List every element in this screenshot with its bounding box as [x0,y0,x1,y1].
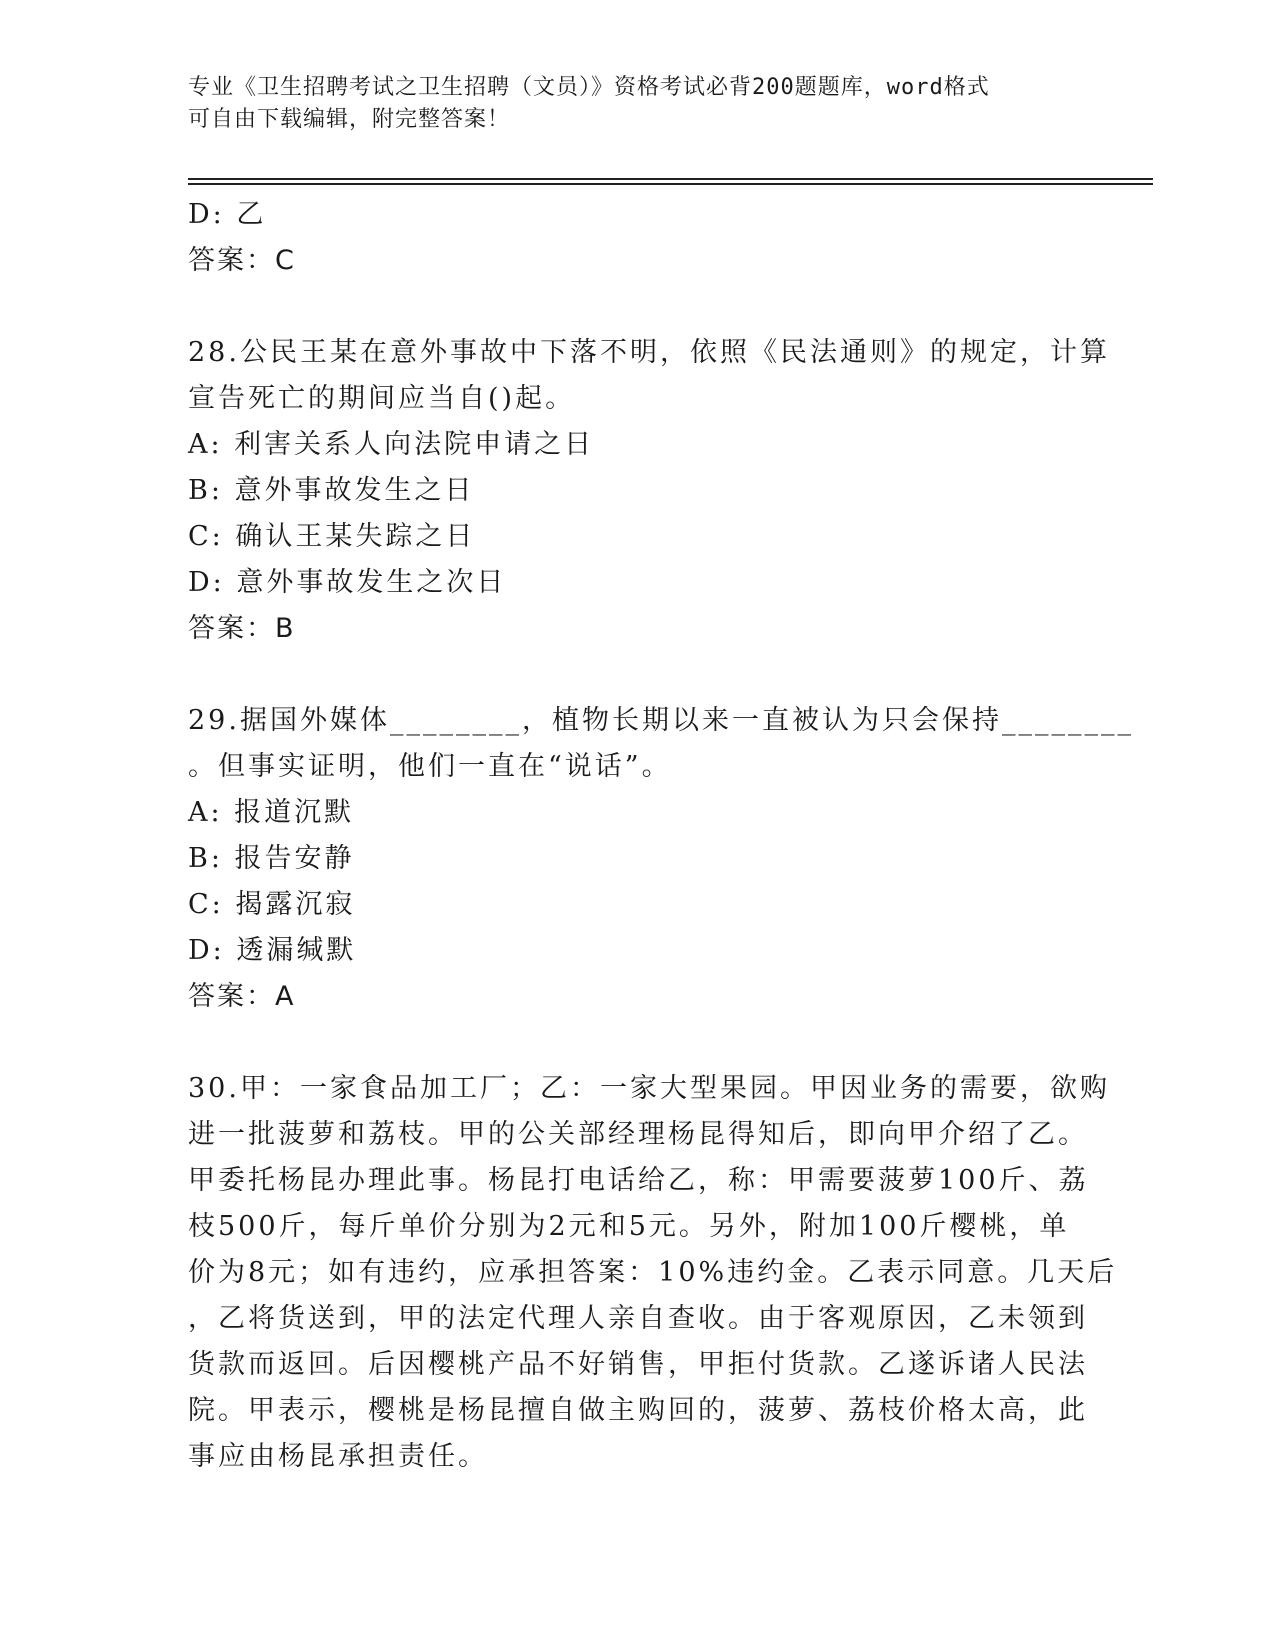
question-30 [188,1066,1118,1480]
option-b: B: 意外事故发生之日 [188,475,475,506]
question-29 [188,698,1134,1020]
option-a: A: 利害关系人向法院申请之日 [188,429,595,460]
stem-line: 30.甲：一家食品加工厂；乙：一家大型果园。甲因业务的需要，欲购 [188,1073,1110,1104]
header-line-2: 可自由下载编辑，附完整答案！ [188,107,511,132]
question-stem [188,1066,1118,1480]
stem-line: 。但事实证明，他们一直在“说话”。 [188,751,672,782]
question-stem [188,698,1134,790]
option-d: D: 透漏缄默 [188,935,357,966]
stem-line: 宣告死亡的期间应当自()起。 [188,383,576,414]
option-d: D: 意外事故发生之次日 [188,567,507,598]
option-c: C: 确认王某失踪之日 [188,521,476,552]
header-line-1: 专业《卫生招聘考试之卫生招聘（文员）》资格考试必背200题题库，word格式 [188,75,990,100]
answer: 答案：B [188,613,296,644]
header-divider-top [188,178,1153,180]
prev-option-d: D: 乙 [188,199,267,230]
stem-line: 28.公民王某在意外事故中下落不明，依照《民法通则》的规定，计算 [188,337,1110,368]
answer: 答案：A [188,981,296,1012]
option-b: B: 报告安静 [188,843,355,874]
prev-answer: 答案：C [188,245,296,276]
question-28 [188,330,1110,652]
stem-line: 事应由杨昆承担责任。 [188,1441,488,1472]
stem-line: 29.据国外媒体________，植物长期以来一直被认为只会保持________ [188,705,1134,736]
document-body [188,192,1134,1480]
stem-line: 甲委托杨昆办理此事。杨昆打电话给乙，称：甲需要菠萝100斤、荔 [188,1165,1089,1196]
stem-line: ，乙将货送到，甲的法定代理人亲自查收。由于客观原因，乙未领到 [188,1303,1088,1334]
stem-line: 枝500斤，每斤单价分别为2元和5元。另外，附加100斤樱桃，单 [188,1211,1070,1242]
document-header [188,72,1068,136]
question-stem [188,330,1110,422]
stem-line: 进一批菠萝和荔枝。甲的公关部经理杨昆得知后，即向甲介绍了乙。 [188,1119,1088,1150]
header-divider-bottom [188,183,1153,185]
option-a: A: 报道沉默 [188,797,355,828]
stem-line: 价为8元；如有违约，应承担答案：10%违约金。乙表示同意。几天后 [188,1257,1118,1288]
stem-line: 货款而返回。后因樱桃产品不好销售，甲拒付货款。乙遂诉诸人民法 [188,1349,1088,1380]
option-c: C: 揭露沉寂 [188,889,356,920]
stem-line: 院。甲表示，樱桃是杨昆擅自做主购回的，菠萝、荔枝价格太高，此 [188,1395,1088,1426]
